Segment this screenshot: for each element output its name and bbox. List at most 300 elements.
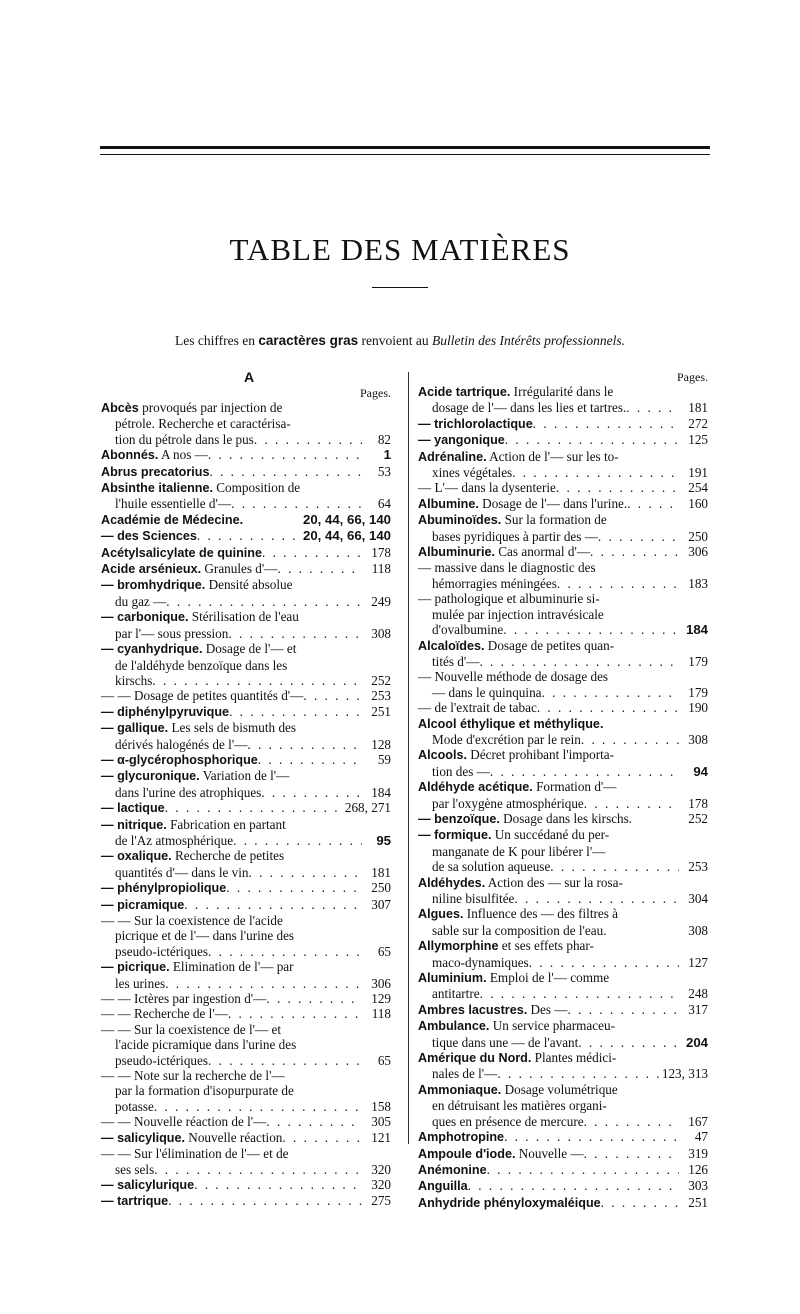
index-entry xyxy=(101,512,391,528)
leader-dots xyxy=(258,752,362,767)
entry-line xyxy=(418,384,708,400)
intro-part1: Les chiffres en xyxy=(174,333,259,348)
entry-description: tités d'— xyxy=(432,653,480,669)
page-number: 251 xyxy=(371,703,391,719)
page-number: 272 xyxy=(688,415,708,431)
entry-text xyxy=(432,622,503,637)
entry-description: dans l'urine des atrophiques xyxy=(115,784,262,800)
entry-line xyxy=(101,626,391,641)
page-number: 95 xyxy=(376,832,391,848)
entry-line xyxy=(101,1068,391,1083)
entry-text xyxy=(101,464,209,480)
entry-text xyxy=(432,844,605,859)
page-number: 254 xyxy=(688,480,708,496)
index-entry xyxy=(418,938,708,970)
leader-dots xyxy=(487,1162,679,1177)
entry-text xyxy=(432,891,514,906)
index-entry xyxy=(418,1082,708,1129)
entry-line xyxy=(418,480,708,495)
page-number: 303 xyxy=(688,1178,708,1194)
entry-line xyxy=(418,875,708,891)
leader-dots xyxy=(581,732,679,747)
page-number: 275 xyxy=(371,1193,391,1209)
entry-line xyxy=(101,1037,391,1052)
page-number: 252 xyxy=(371,672,391,688)
leader-dots xyxy=(601,1195,679,1210)
entry-keyword: Abuminoïdes. xyxy=(418,513,502,528)
entry-line xyxy=(418,716,708,732)
leader-dots xyxy=(247,737,362,752)
entry-line xyxy=(418,607,708,622)
entry-line xyxy=(418,465,708,480)
entry-text xyxy=(418,449,619,465)
entry-text xyxy=(101,817,286,833)
entry-line xyxy=(101,785,391,800)
page-number: 179 xyxy=(688,684,708,700)
entry-line xyxy=(101,688,391,703)
leader-dots xyxy=(168,1193,362,1208)
entry-description: ses sels xyxy=(115,1161,155,1177)
entry-keyword: — salicylique. xyxy=(101,1130,185,1145)
entry-keyword: Académie de Médecine. xyxy=(101,512,244,527)
entry-keyword: — salicylurique xyxy=(101,1177,195,1192)
entry-keyword: Ampoule d'iode. xyxy=(418,1146,516,1161)
entry-keyword: Alcool éthylique et méthylique. xyxy=(418,716,604,731)
entry-text xyxy=(432,685,542,700)
page-number: 123, 313 xyxy=(661,1066,708,1082)
leader-dots xyxy=(303,688,362,703)
entry-text xyxy=(101,1146,289,1161)
leader-dots xyxy=(154,1099,362,1114)
entry-description: Influence des — des filtres à xyxy=(463,906,619,922)
entry-description: provoqués par injection de xyxy=(138,400,283,415)
index-entry xyxy=(101,897,391,913)
entry-description: de sa solution aqueuse xyxy=(432,859,551,875)
entry-text xyxy=(115,1053,208,1068)
index-entry xyxy=(101,704,391,720)
entry-line xyxy=(101,991,391,1006)
leader-dots xyxy=(557,576,679,591)
index-entry xyxy=(101,848,391,880)
page-number: 250 xyxy=(688,528,708,544)
entry-text xyxy=(101,959,294,975)
page-number: 167 xyxy=(688,1113,708,1129)
entry-text xyxy=(101,913,283,928)
entry-line xyxy=(418,622,708,637)
entry-description: Des — xyxy=(527,1001,568,1017)
entry-description: — — Sur la coexistence de l'acide xyxy=(101,913,283,928)
entry-description: par la formation d'isopurpurate de xyxy=(115,1083,294,1099)
page-number: 181 xyxy=(371,864,391,880)
page-number: 184 xyxy=(685,622,708,638)
entry-text xyxy=(432,859,550,874)
entry-line xyxy=(418,923,708,938)
entry-description: Elimination de l'— par xyxy=(169,959,294,975)
entry-text xyxy=(418,416,533,432)
entry-line xyxy=(101,944,391,959)
index-entry xyxy=(418,480,708,495)
entry-description: Un service pharmaceu- xyxy=(489,1018,615,1034)
entry-description: potasse xyxy=(115,1098,154,1114)
index-entry xyxy=(101,400,391,447)
entry-keyword: — phénylpropiolique xyxy=(101,881,227,896)
leader-dots xyxy=(229,704,362,719)
index-entry xyxy=(101,991,391,1006)
entry-description: de l'Az atmosphérique xyxy=(115,832,234,848)
entry-description: — dans le quinquina xyxy=(432,684,542,700)
entry-text xyxy=(418,669,608,684)
leader-dots xyxy=(233,833,362,848)
index-entry xyxy=(418,1018,708,1050)
entry-text xyxy=(432,576,557,591)
entry-line xyxy=(101,561,391,577)
index-entry xyxy=(418,1129,708,1145)
entry-keyword: Acide tartrique. xyxy=(418,385,511,399)
entry-line xyxy=(418,700,708,715)
entry-description: tion du pétrole dans le pus xyxy=(115,431,254,447)
page-number: 268, 271 xyxy=(344,800,391,816)
index-entry xyxy=(101,1022,391,1068)
page-number: 1 xyxy=(383,447,391,463)
intro-italic: Bulletin des Intérêts professionnels. xyxy=(432,333,625,348)
index-entry xyxy=(418,496,708,512)
entry-keyword: Anhydride phényloxymaléique xyxy=(418,1195,601,1210)
index-entry xyxy=(101,1130,391,1146)
entry-description: sable sur la composition de l'eau. xyxy=(432,922,607,938)
entry-keyword: Abrus precatorius xyxy=(101,464,210,479)
entry-line xyxy=(418,591,708,606)
entry-line xyxy=(418,1098,708,1113)
entry-description: ques en présence de mercure xyxy=(432,1113,584,1129)
leader-dots xyxy=(537,700,679,715)
leader-dots xyxy=(512,465,679,480)
entry-text xyxy=(101,720,296,736)
entry-description: manganate de K pour libérer l'— xyxy=(432,843,606,859)
entry-line xyxy=(101,400,391,416)
entry-description: de l'aldéhyde benzoïque dans les xyxy=(115,657,288,673)
entry-description: Sur la formation de xyxy=(501,512,607,528)
entry-text xyxy=(418,1162,487,1178)
entry-description: antitartre xyxy=(432,986,480,1002)
top-rule-thick xyxy=(100,146,710,149)
entry-line xyxy=(418,844,708,859)
entry-text xyxy=(101,1022,281,1037)
section-letter: A xyxy=(243,369,255,385)
entry-keyword: — diphénylpyruvique xyxy=(101,704,230,719)
leader-dots xyxy=(154,1162,362,1177)
leader-dots xyxy=(277,561,362,576)
entry-description: pseudo-ictériques xyxy=(115,943,209,959)
page-number: 306 xyxy=(688,544,708,560)
entry-text xyxy=(418,716,603,732)
entry-text xyxy=(101,545,262,561)
right-entries xyxy=(418,384,708,1211)
leader-dots xyxy=(166,594,362,609)
entry-text xyxy=(432,732,581,747)
entry-text xyxy=(418,747,614,763)
entry-line xyxy=(418,638,708,654)
entry-line xyxy=(418,1035,708,1050)
index-entry xyxy=(418,716,708,748)
page-number: 82 xyxy=(377,431,391,447)
entry-description: dosage de l'— dans les lies et tartres. xyxy=(432,400,627,416)
leader-dots xyxy=(627,496,679,511)
entry-line xyxy=(418,811,708,827)
entry-line xyxy=(418,449,708,465)
entry-line xyxy=(101,928,391,943)
entry-keyword: Allymorphine xyxy=(418,939,499,954)
leader-dots xyxy=(282,1130,362,1145)
leader-dots xyxy=(550,859,679,874)
leader-dots xyxy=(556,480,679,495)
entry-line xyxy=(418,779,708,795)
intro-note xyxy=(0,333,800,349)
entry-description: kirschs xyxy=(115,672,153,688)
entry-description: mulée par injection intravésicale xyxy=(432,606,604,622)
index-entry xyxy=(101,752,391,768)
page-number: 59 xyxy=(377,751,391,767)
entry-line xyxy=(418,986,708,1001)
leader-dots xyxy=(568,1002,680,1017)
entry-text xyxy=(432,796,584,811)
entry-description: l'acide picramique dans l'urine des xyxy=(115,1037,297,1053)
entry-text xyxy=(101,447,208,463)
page-number: 181 xyxy=(688,400,708,416)
page-number: 204 xyxy=(685,1034,708,1050)
page-number: 94 xyxy=(693,763,708,779)
entry-description: hémorragies méningées xyxy=(432,575,557,591)
index-entry xyxy=(101,913,391,959)
entry-text xyxy=(418,700,537,715)
leader-dots xyxy=(480,986,679,1001)
entry-text xyxy=(432,1114,584,1129)
entry-line xyxy=(101,545,391,561)
entry-text xyxy=(432,400,626,415)
entry-text xyxy=(115,865,249,880)
entry-keyword: Absinthe italienne. xyxy=(101,481,213,496)
entry-keyword: Ammoniaque. xyxy=(418,1082,502,1097)
entry-text xyxy=(101,480,300,496)
entry-text xyxy=(115,416,291,431)
entry-keyword: — trichlorolactique xyxy=(418,416,533,431)
entry-description: — — Ictères par ingestion d'— xyxy=(101,991,267,1007)
entry-text xyxy=(432,607,604,622)
entry-description: — — Sur l'élimination de l'— et de xyxy=(101,1146,289,1162)
entry-description: — — Recherche de l'— xyxy=(101,1006,228,1022)
entry-keyword: — carbonique. xyxy=(101,610,189,625)
entry-description: Plantes médici- xyxy=(531,1050,617,1066)
leader-dots xyxy=(194,1177,362,1192)
page-number: 53 xyxy=(377,463,391,479)
entry-description: Formation d'— xyxy=(532,779,617,795)
entry-text xyxy=(101,897,184,913)
entry-description: Fabrication en partant xyxy=(166,816,286,832)
entry-line xyxy=(418,1146,708,1162)
entry-line xyxy=(418,1002,708,1018)
page-number: 65 xyxy=(377,1052,391,1068)
entry-line xyxy=(101,1006,391,1021)
entry-text xyxy=(101,1130,282,1146)
entry-keyword: — yangonique xyxy=(418,433,505,448)
entry-keyword: — α-glycérophosphorique xyxy=(101,752,258,767)
entry-text xyxy=(101,641,296,657)
entry-line xyxy=(101,800,391,816)
page-number: 249 xyxy=(371,593,391,609)
index-entry xyxy=(418,560,708,591)
entry-description: maco-dynamiques xyxy=(432,954,529,970)
entry-description: du gaz — xyxy=(115,593,167,609)
entry-line xyxy=(418,1066,708,1081)
leader-dots xyxy=(578,1035,679,1050)
entry-text xyxy=(418,512,607,528)
leader-dots xyxy=(584,796,679,811)
entry-text xyxy=(418,938,594,954)
entry-text xyxy=(115,944,208,959)
left-entries xyxy=(101,400,391,1210)
entry-text xyxy=(115,1162,154,1177)
index-entry xyxy=(101,959,391,991)
entry-line xyxy=(418,955,708,970)
index-entry xyxy=(418,638,708,670)
entry-line xyxy=(418,1162,708,1178)
entry-text xyxy=(432,1066,497,1081)
entry-keyword: — tartrique xyxy=(101,1194,169,1209)
entry-line xyxy=(101,1146,391,1161)
entry-line xyxy=(418,906,708,922)
index-entry xyxy=(418,544,708,560)
leader-dots xyxy=(584,1146,679,1161)
entry-text xyxy=(418,432,505,448)
entry-description: l'huile essentielle d'— xyxy=(115,496,232,512)
page-number: 184 xyxy=(371,784,391,800)
page-number: 20, 44, 66, 140 xyxy=(303,511,391,527)
entry-keyword: — nitrique. xyxy=(101,817,167,832)
entry-description: et ses effets phar- xyxy=(498,938,594,954)
leader-dots xyxy=(208,447,362,462)
entry-text xyxy=(418,1002,568,1018)
entry-description: Décret prohibant l'importa- xyxy=(467,747,615,763)
leader-dots xyxy=(197,528,300,543)
entry-text xyxy=(418,827,609,843)
entry-line xyxy=(418,416,708,432)
entry-description: en détruisant les matières organi- xyxy=(432,1098,607,1114)
entry-keyword: — cyanhydrique. xyxy=(101,642,203,657)
entry-text xyxy=(418,384,613,400)
entry-line xyxy=(101,913,391,928)
entry-description: Les sels de bismuth des xyxy=(168,720,297,736)
entry-line xyxy=(101,720,391,736)
entry-text xyxy=(101,400,282,416)
entry-keyword: Albuminurie. xyxy=(418,545,495,560)
index-entry xyxy=(418,700,708,715)
entry-keyword: — glycuronique. xyxy=(101,769,200,784)
entry-text xyxy=(418,1050,616,1066)
index-entry xyxy=(101,480,391,512)
entry-line xyxy=(101,464,391,480)
leader-dots xyxy=(529,955,679,970)
leader-dots xyxy=(262,545,362,560)
left-column xyxy=(101,370,391,1210)
leader-dots xyxy=(490,764,679,779)
page-number: 319 xyxy=(688,1145,708,1161)
entry-text xyxy=(101,752,258,768)
leader-dots xyxy=(503,622,679,637)
entry-text xyxy=(101,1114,266,1129)
pages-header-right: Pages. xyxy=(677,370,708,384)
entry-keyword: Alcools. xyxy=(418,748,467,763)
entry-description: Irrégularité dans le xyxy=(510,384,614,399)
leader-dots xyxy=(249,865,363,880)
entry-text xyxy=(432,654,479,669)
entry-line xyxy=(101,959,391,975)
page-number: 253 xyxy=(371,688,391,704)
entry-line xyxy=(418,400,708,415)
page-number: 129 xyxy=(371,991,391,1007)
entry-description: — — Note sur la recherche de l'— xyxy=(101,1068,285,1084)
entry-line xyxy=(101,496,391,511)
entry-text xyxy=(432,986,480,1001)
leader-dots xyxy=(208,944,362,959)
index-entry xyxy=(101,1146,391,1177)
entry-description: Emploi de l'— comme xyxy=(486,970,610,986)
leader-dots xyxy=(254,432,362,447)
entry-text xyxy=(115,432,254,447)
entry-description: par l'oxygène atmosphérique xyxy=(432,795,584,811)
entry-text xyxy=(432,923,607,938)
entry-description: — pathologique et albuminurie si- xyxy=(418,591,600,607)
index-entry xyxy=(418,811,708,827)
leader-dots xyxy=(184,897,362,912)
entry-keyword: Abonnés. xyxy=(101,448,159,463)
entry-line xyxy=(101,1114,391,1129)
entry-line xyxy=(418,685,708,700)
page-number: 308 xyxy=(371,625,391,641)
entry-keyword: Anémonine xyxy=(418,1162,487,1177)
entry-text xyxy=(115,1037,296,1052)
leader-dots xyxy=(152,673,362,688)
entry-text xyxy=(418,560,596,575)
entry-description: — de l'extrait de tabac xyxy=(418,700,537,716)
index-entry xyxy=(418,747,708,779)
page-number: 308 xyxy=(688,731,708,747)
entry-description: — — Sur la coexistence de l'— et xyxy=(101,1021,281,1037)
leader-dots xyxy=(504,1129,679,1144)
entry-line xyxy=(418,970,708,986)
leader-dots xyxy=(598,529,679,544)
page-title: TABLE DES MATIÈRES xyxy=(229,232,571,267)
index-entry xyxy=(418,827,708,874)
entry-line xyxy=(418,747,708,763)
index-entry xyxy=(418,449,708,481)
entry-line xyxy=(101,768,391,784)
leader-dots xyxy=(266,991,362,1006)
entry-keyword: Adrénaline. xyxy=(418,449,487,464)
entry-description: Action des — sur la rosa- xyxy=(485,874,623,890)
entry-line xyxy=(101,848,391,864)
entry-line xyxy=(101,447,391,463)
entry-line xyxy=(418,529,708,544)
page-number: 305 xyxy=(371,1114,391,1130)
entry-description: pseudo-ictériques xyxy=(115,1052,209,1068)
leader-dots xyxy=(514,891,679,906)
intro-bold: caractères gras xyxy=(258,333,359,348)
entry-text xyxy=(101,1068,285,1083)
entry-text xyxy=(115,1083,294,1098)
entry-description: Un succédané du per- xyxy=(491,827,610,843)
entry-keyword: Aluminium. xyxy=(418,971,487,986)
index-entry xyxy=(418,1050,708,1082)
entry-line xyxy=(418,827,708,843)
